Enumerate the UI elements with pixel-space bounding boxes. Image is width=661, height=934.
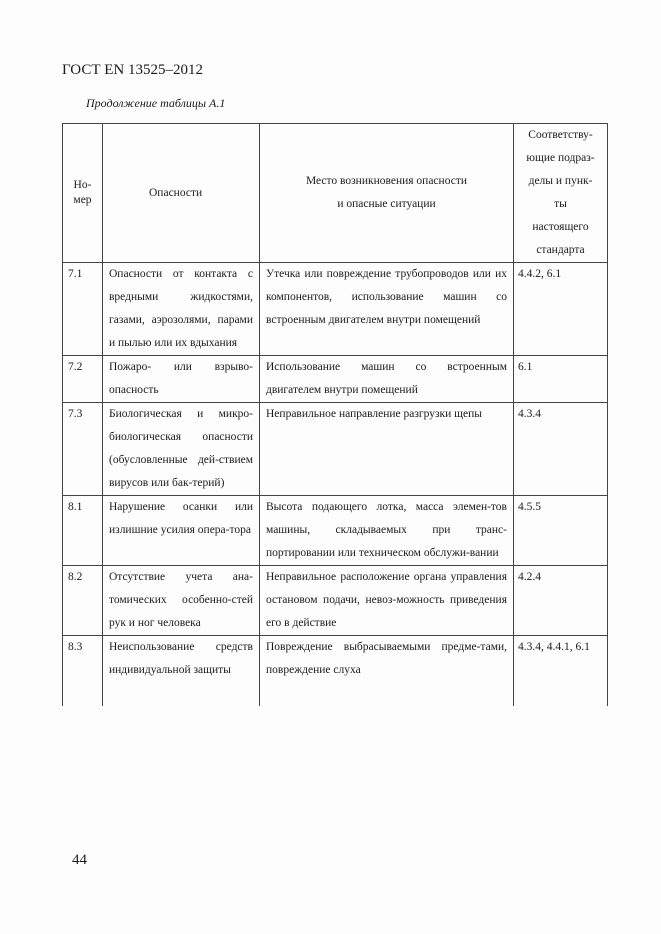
- location-cell: Повреждение выбрасываемыми предме-тами, повреждение слуха: [260, 636, 514, 707]
- table-header-row: [63, 124, 608, 263]
- hazards-table: [62, 123, 608, 706]
- row-number: 7.2: [63, 356, 103, 403]
- column-header-number: [63, 124, 103, 263]
- column-header-clauses: [514, 124, 608, 263]
- location-cell: Высота подающего лотка, масса элемен-тов машины, складываемых при транс-портировании или техническом обслужи-вании: [260, 496, 514, 566]
- column-header-text: Но- мер: [73, 179, 92, 206]
- hazard-cell: Опасности от контакта с вредными жидкостями, газами, аэрозолями, парами и пылью или их вдыхания: [103, 263, 260, 356]
- column-header-text: Опасности: [149, 186, 203, 199]
- clauses-cell: 6.1: [514, 356, 608, 403]
- location-cell: Использование машин со встроенным двигателем внутри помещений: [260, 356, 514, 403]
- column-header-hazards: [103, 124, 260, 263]
- row-number: 8.1: [63, 496, 103, 566]
- page-number: 44: [72, 852, 87, 868]
- row-number: 8.2: [63, 566, 103, 636]
- hazard-cell: Биологическая и микро-биологическая опасности (обусловленные дей-ствием вирусов или бак-терий): [103, 403, 260, 496]
- clauses-cell: 4.2.4: [514, 566, 608, 636]
- table-row: [63, 496, 608, 566]
- table-row: [63, 566, 608, 636]
- column-header-text: Место возникновения опасности и опасные ситуации: [305, 175, 468, 210]
- row-number: 7.3: [63, 403, 103, 496]
- location-cell: Неправильное расположение органа управления остановом подачи, невоз-можность приведения его в действие: [260, 566, 514, 636]
- hazard-cell: Неиспользование средств индивидуальной защиты: [103, 636, 260, 707]
- hazard-cell: Нарушение осанки или излишние усилия опера-тора: [103, 496, 260, 566]
- table-caption: Продолжение таблицы A.1: [86, 96, 226, 110]
- location-cell: Неправильное направление разгрузки щепы: [260, 403, 514, 496]
- hazard-cell: Отсутствие учета ана-томических особенно-стей рук и ног человека: [103, 566, 260, 636]
- table-row: [63, 403, 608, 496]
- column-header-location: [260, 124, 514, 263]
- table-row: [63, 263, 608, 356]
- clauses-cell: 4.4.2, 6.1: [514, 263, 608, 356]
- column-header-text: Соответству- ющие подраз- делы и пунк- ты настоящего стандарта: [526, 129, 595, 256]
- table-row: [63, 636, 608, 707]
- clauses-cell: 4.3.4: [514, 403, 608, 496]
- location-cell: Утечка или повреждение трубопроводов или их компонентов, использование машин со встроенным двигателем внутри помещений: [260, 263, 514, 356]
- page-header: ГОСТ EN 13525–2012: [62, 62, 203, 78]
- table-row: [63, 356, 608, 403]
- row-number: 8.3: [63, 636, 103, 707]
- clauses-cell: 4.5.5: [514, 496, 608, 566]
- row-number: 7.1: [63, 263, 103, 356]
- hazard-cell: Пожаро- или взрыво-опасность: [103, 356, 260, 403]
- clauses-cell: 4.3.4, 4.4.1, 6.1: [514, 636, 608, 707]
